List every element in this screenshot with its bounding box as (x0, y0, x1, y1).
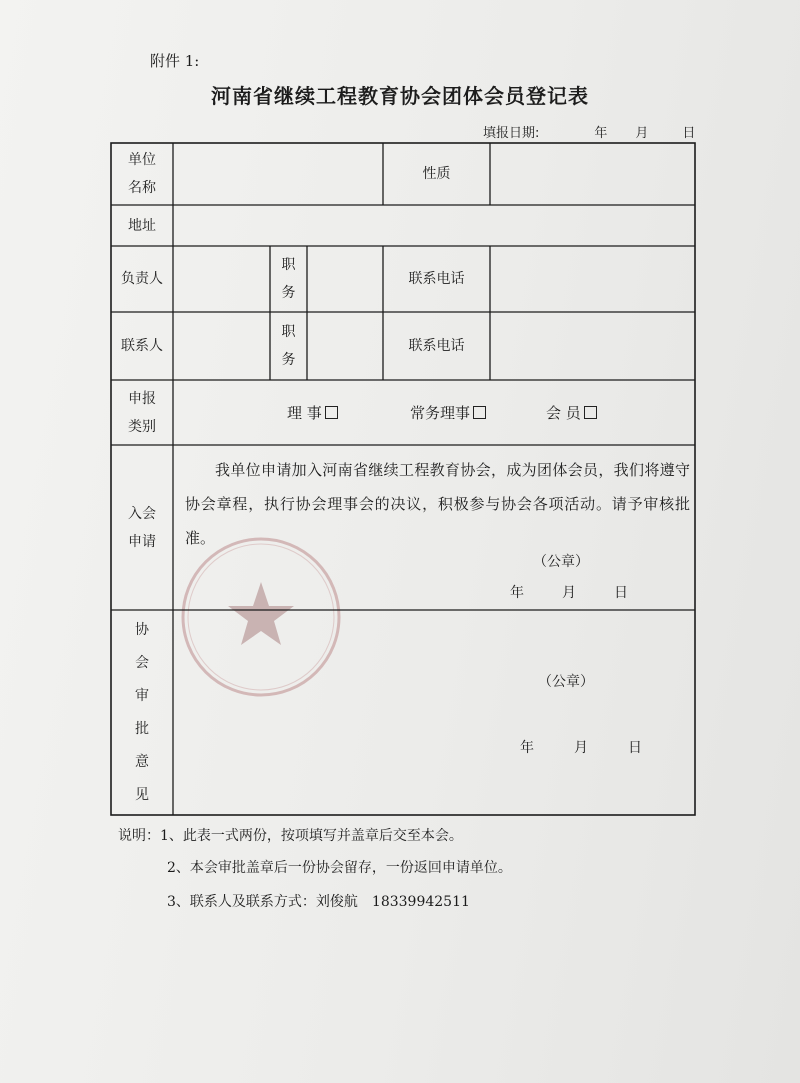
approval-char: 意 (135, 753, 149, 770)
category-option-executive-director[interactable] (410, 402, 486, 423)
application-label-line2: 申请 (128, 533, 156, 550)
category-option-member[interactable] (546, 402, 597, 423)
checkbox-icon[interactable] (325, 406, 338, 419)
position-char-2: 务 (281, 285, 296, 301)
application-date (510, 582, 628, 602)
attachment-label: 附件 1: (150, 52, 200, 70)
nature-label: 性质 (422, 166, 451, 182)
application-statement: 我单位申请加入河南省继续工程教育协会，成为团体会员，我们将遵守协会章程，执行协会理事会的决议，积极参与协会各项活动。请予审核批准。 (185, 461, 690, 547)
category-label-line2: 类别 (128, 418, 156, 435)
application-date-day: 日 (614, 585, 628, 601)
approval-date-month: 月 (574, 740, 588, 756)
fill-date-day: 日 (682, 126, 696, 141)
approval-date-day: 日 (628, 740, 642, 756)
approval-char: 见 (135, 786, 149, 803)
category-label-line1: 申报 (128, 390, 156, 407)
application-date-year: 年 (510, 585, 524, 601)
checkbox-icon[interactable] (584, 406, 597, 419)
category-option-director-label: 理 事 (287, 404, 322, 422)
responsible-phone-label: 联系电话 (408, 271, 465, 287)
responsible-phone-field[interactable] (490, 246, 695, 312)
application-date-month: 月 (562, 585, 576, 601)
fill-date-year: 年 (594, 126, 608, 141)
application-seal-label: （公章） (533, 554, 589, 570)
category-label (111, 380, 173, 445)
contact-position-label (270, 312, 307, 380)
contact-person-field[interactable] (173, 312, 270, 380)
responsible-person-field[interactable] (173, 246, 270, 312)
unit-name-label (111, 143, 173, 205)
approval-char: 协 (135, 621, 149, 638)
application-label (111, 445, 173, 610)
checkbox-icon[interactable] (473, 406, 486, 419)
note-2: 2、本会审批盖章后一份协会留存，一份返回申请单位。 (167, 860, 512, 876)
position-char-1: 职 (281, 324, 296, 340)
fill-date-month: 月 (635, 126, 649, 141)
unit-name-field[interactable] (173, 143, 383, 205)
address-field[interactable] (173, 205, 695, 246)
position-char-1: 职 (281, 257, 296, 273)
approval-date-year: 年 (520, 740, 534, 756)
address-label: 地址 (128, 217, 156, 234)
form-title: 河南省继续工程教育协会团体会员登记表 (211, 84, 589, 108)
category-option-member-label: 会 员 (546, 404, 581, 422)
nature-field[interactable] (490, 143, 695, 205)
approval-char: 审 (135, 687, 149, 704)
category-option-executive-label: 常务理事 (410, 404, 471, 422)
fill-date-label: 填报日期: (483, 126, 540, 141)
contact-person-label: 联系人 (121, 338, 163, 354)
approval-opinion-label (111, 610, 173, 815)
approval-seal-label: （公章） (538, 674, 594, 690)
application-label-line1: 入会 (128, 505, 156, 522)
contact-phone-label: 联系电话 (408, 338, 465, 354)
unit-name-label-line2: 名称 (128, 180, 156, 196)
responsible-position-field[interactable] (307, 246, 383, 312)
note-1: 说明：1、此表一式两份，按项填写并盖章后交至本会。 (118, 828, 463, 844)
approval-date (520, 737, 642, 757)
responsible-position-label (270, 246, 307, 312)
category-option-director[interactable] (287, 402, 338, 423)
approval-char: 批 (135, 720, 149, 737)
approval-char: 会 (135, 654, 149, 671)
responsible-person-label: 负责人 (121, 271, 163, 287)
contact-phone-field[interactable] (490, 312, 695, 380)
unit-name-label-line1: 单位 (128, 152, 156, 168)
note-3: 3、联系人及联系方式：刘俊航 18339942511 (167, 894, 470, 910)
position-char-2: 务 (281, 352, 296, 368)
contact-position-field[interactable] (307, 312, 383, 380)
